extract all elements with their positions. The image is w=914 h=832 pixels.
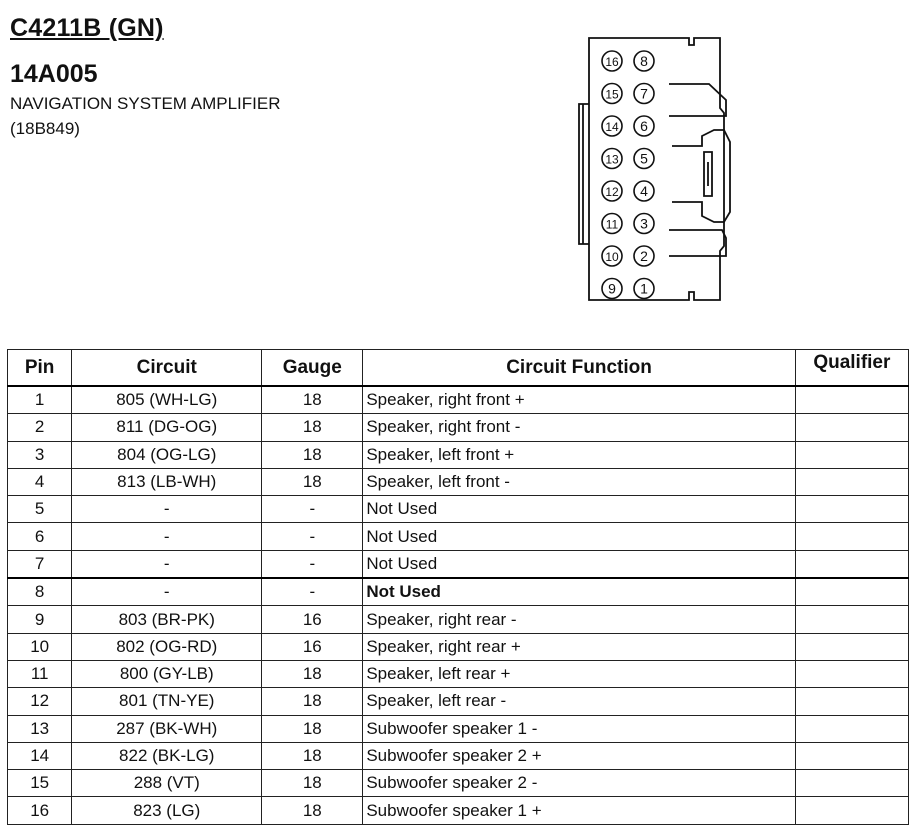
table-row: [8, 578, 909, 606]
pin-cavity-label: 8: [640, 53, 648, 69]
gauge-cell: 18: [262, 468, 363, 495]
connector-id-title: C4211B (GN): [10, 14, 164, 42]
gauge-cell: -: [262, 496, 363, 523]
pin-cell: 9: [8, 606, 72, 633]
pin-cavity-label: 6: [640, 118, 648, 134]
connector-left-rail: [579, 104, 589, 244]
table-row: [8, 468, 909, 495]
qualifier-cell: [795, 606, 908, 633]
pin-cell: 13: [8, 715, 72, 742]
connector-lower-latch: [669, 230, 726, 256]
function-cell: Speaker, right rear -: [363, 606, 795, 633]
connector-face-diagram: [574, 34, 734, 320]
function-cell: Speaker, left front +: [363, 441, 795, 468]
function-cell: Not Used: [363, 496, 795, 523]
circuit-cell: 801 (TN-YE): [72, 688, 262, 715]
connector-upper-latch: [669, 84, 726, 116]
function-cell: Speaker, right rear +: [363, 633, 795, 660]
circuit-cell: 287 (BK-WH): [72, 715, 262, 742]
qualifier-cell: [795, 441, 908, 468]
table-header-row: [8, 350, 909, 387]
gauge-cell: 18: [262, 441, 363, 468]
gauge-cell: 18: [262, 715, 363, 742]
gauge-cell: -: [262, 578, 363, 606]
gauge-cell: 18: [262, 414, 363, 441]
gauge-cell: 18: [262, 688, 363, 715]
function-cell: Speaker, left rear -: [363, 688, 795, 715]
circuit-cell: -: [72, 550, 262, 578]
pin-cavity-label: 4: [640, 183, 648, 199]
pin-cell: 16: [8, 797, 72, 824]
pin-cavity-label: 12: [605, 185, 619, 199]
table-row: [8, 770, 909, 797]
function-cell: Subwoofer speaker 2 -: [363, 770, 795, 797]
pin-cavity-label: 5: [640, 150, 648, 167]
pin-cell: 15: [8, 770, 72, 797]
pin-cavity-label: 11: [605, 217, 619, 232]
gauge-cell: 16: [262, 633, 363, 660]
function-cell: Not Used: [363, 578, 795, 606]
table-row: [8, 688, 909, 715]
pin-cavity-label: 14: [605, 120, 619, 134]
table-row: [8, 550, 909, 578]
pin-cavity-label: 13: [605, 152, 619, 167]
circuit-cell: 823 (LG): [72, 797, 262, 824]
qualifier-cell: [795, 715, 908, 742]
circuit-cell: 805 (WH-LG): [72, 386, 262, 414]
qualifier-cell: [795, 496, 908, 523]
pin-cell: 8: [8, 578, 72, 606]
circuit-cell: 822 (BK-LG): [72, 742, 262, 769]
gauge-cell: 18: [262, 386, 363, 414]
qualifier-column-header: Qualifier: [795, 350, 908, 387]
gauge-cell: 16: [262, 606, 363, 633]
pin-cell: 5: [8, 496, 72, 523]
pin-cavity-label: 3: [640, 215, 648, 232]
pin-cell: 14: [8, 742, 72, 769]
function-cell: Subwoofer speaker 1 +: [363, 797, 795, 824]
pin-cavity-label: 9: [608, 280, 616, 297]
qualifier-cell: [795, 523, 908, 550]
part-number: 14A005: [10, 60, 98, 88]
gauge-cell: -: [262, 523, 363, 550]
pin-cell: 3: [8, 441, 72, 468]
table-row: [8, 606, 909, 633]
pin-cavity-label: 16: [605, 55, 619, 69]
circuit-cell: 803 (BR-PK): [72, 606, 262, 633]
qualifier-cell: [795, 414, 908, 441]
qualifier-cell: [795, 633, 908, 660]
gauge-cell: 18: [262, 770, 363, 797]
table-row: [8, 414, 909, 441]
pinout-table-body: [8, 386, 909, 824]
pin-cavity-label: 1: [640, 280, 648, 297]
qualifier-cell: [795, 770, 908, 797]
pin-cavity-label: 10: [605, 250, 619, 264]
qualifier-cell: [795, 797, 908, 824]
pin-cell: 11: [8, 660, 72, 687]
pin-cavity-label: 15: [605, 87, 619, 102]
pin-cavity-label: 2: [640, 248, 648, 264]
qualifier-cell: [795, 660, 908, 687]
pin-cell: 6: [8, 523, 72, 550]
component-code: (18B849): [10, 119, 80, 138]
function-cell: Speaker, left front -: [363, 468, 795, 495]
circuit-cell: -: [72, 578, 262, 606]
pin-cell: 4: [8, 468, 72, 495]
pin-cell: 1: [8, 386, 72, 414]
pin-cell: 7: [8, 550, 72, 578]
table-row: [8, 660, 909, 687]
circuit-cell: -: [72, 496, 262, 523]
function-cell: Subwoofer speaker 1 -: [363, 715, 795, 742]
function-cell: Not Used: [363, 523, 795, 550]
pin-cell: 12: [8, 688, 72, 715]
table-row: [8, 715, 909, 742]
table-row: [8, 742, 909, 769]
table-row: [8, 386, 909, 414]
component-name: NAVIGATION SYSTEM AMPLIFIER: [10, 94, 281, 113]
pin-column-header: Pin: [8, 350, 72, 387]
function-cell: Subwoofer speaker 2 +: [363, 742, 795, 769]
function-cell: Speaker, right front -: [363, 414, 795, 441]
gauge-column-header: Gauge: [262, 350, 363, 387]
pin-cavity-label: 7: [640, 85, 648, 102]
gauge-cell: 18: [262, 797, 363, 824]
function-column-header: Circuit Function: [363, 350, 795, 387]
qualifier-cell: [795, 550, 908, 578]
table-row: [8, 441, 909, 468]
qualifier-cell: [795, 688, 908, 715]
qualifier-cell: [795, 742, 908, 769]
qualifier-cell: [795, 578, 908, 606]
qualifier-cell: [795, 386, 908, 414]
gauge-cell: -: [262, 550, 363, 578]
circuit-cell: 800 (GY-LB): [72, 660, 262, 687]
function-cell: Speaker, left rear +: [363, 660, 795, 687]
circuit-cell: 804 (OG-LG): [72, 441, 262, 468]
table-row: [8, 633, 909, 660]
qualifier-cell: [795, 468, 908, 495]
pinout-table: [7, 349, 909, 825]
function-cell: Speaker, right front +: [363, 386, 795, 414]
circuit-cell: -: [72, 523, 262, 550]
circuit-cell: 288 (VT): [72, 770, 262, 797]
circuit-cell: 802 (OG-RD): [72, 633, 262, 660]
pin-cavities: [602, 51, 654, 299]
circuit-column-header: Circuit: [72, 350, 262, 387]
pin-cell: 2: [8, 414, 72, 441]
gauge-cell: 18: [262, 660, 363, 687]
table-row: [8, 523, 909, 550]
function-cell: Not Used: [363, 550, 795, 578]
pin-cell: 10: [8, 633, 72, 660]
circuit-cell: 811 (DG-OG): [72, 414, 262, 441]
table-row: [8, 496, 909, 523]
connector-lock-tab: [672, 130, 730, 222]
gauge-cell: 18: [262, 742, 363, 769]
circuit-cell: 813 (LB-WH): [72, 468, 262, 495]
table-row: [8, 797, 909, 824]
